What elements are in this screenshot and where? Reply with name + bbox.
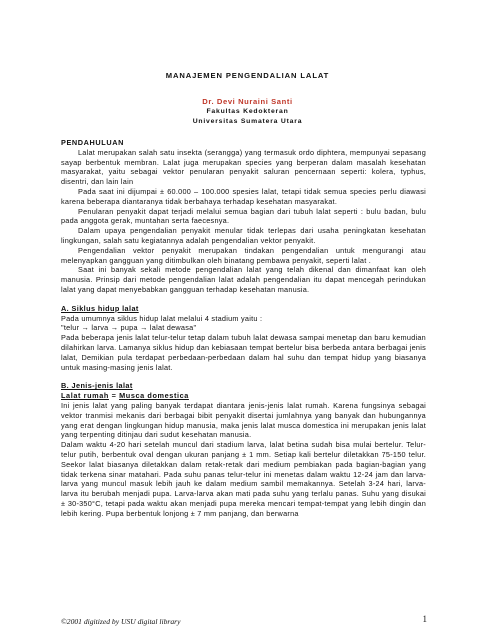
paragraph: Dalam upaya pengendalian penyakit menular tidak terlepas dari usaha peningkatan kesehatan lingkungan, salah satu kegiatannya adalah pengendalian vektor penyakit. [61, 226, 426, 245]
subheading-lalat-rumah-left: Lalat rumah [61, 391, 109, 401]
paragraph: Saat ini banyak sekali metode pengendalian lalat yang telah dikenal dan dimanfaat kan oleh manusia. Prinsip dari metode pengendalian lalat adalah pengendalian itu dapat mencegah perindukan lalat yang dapat menyebabkan gangguan terhadap kesehatan manusia. [61, 265, 426, 294]
heading-jenis-lalat: B. Jenis-jenis lalat [61, 381, 133, 391]
spacer [61, 295, 426, 304]
paragraph: Pada saat ini dijumpai ± 60.000 – 100.000 spesies lalat, tetapi tidak semua species perlu diawasi karena beberapa diantaranya tidak berbahaya terhadap kesehatan masyarakat. [61, 186, 426, 206]
document-title: MANAJEMEN PENGENDALIAN LALAT [165, 71, 330, 80]
heading-pendahuluan: PENDAHULUAN [61, 138, 124, 147]
subheading-lalat-rumah [61, 391, 426, 401]
page-number: 1 [422, 614, 427, 624]
lifecycle-formula: "telur → larva → pupa → lalat dewasa" [61, 323, 197, 333]
paragraph: Pada beberapa jenis lalat telur-telur tetap dalam tubuh lalat dewasa sampai menetap dan baru kemudian dilahirkan larva. Lamanya siklus hidup dan kebiasaan tempat bertelur bisa berbeda antara berbagai jenis lalat, Demikian pula terdapat perbedaan-perbedaan dalam hal suhu dan tempat hidup yang biasanya untuk masing-masing jenis lalat. [61, 333, 426, 372]
subheading-separator: = [108, 391, 120, 401]
author-name: Dr. Devi Nuraini Santi [202, 97, 293, 106]
spacer [61, 372, 426, 381]
paragraph: Pengendalian vektor penyakit merupakan tindakan pengendalian untuk mengurangi atau melenyapkan gangguan yang ditimbulkan oleh binatang pembawa penyakit, seperti lalat . [61, 245, 426, 265]
paragraph: Pada umumnya siklus hidup lalat melalui 4 stadium yaitu : [61, 313, 263, 323]
subheading-musca-domestica: Musca domestica [119, 391, 189, 401]
affiliation-university: Universitas Sumatera Utara [192, 118, 303, 125]
affiliation-faculty: Fakultas Kedokteran [206, 108, 289, 115]
paragraph: Penularan penyakit dapat terjadi melalui semua bagian dari tubuh lalat seperti : bulu badan, bulu pada anggota gerak, muntahan serta faecesnya. [61, 206, 426, 226]
footer-copyright: ©2001 digitized by USU digital library [61, 617, 181, 626]
paragraph: Lalat merupakan salah satu insekta (serangga) yang termasuk ordo diphtera, mempunyai sepasang sayap berbentuk membran. Lalat juga merupakan species yang berperan dalam masalah kesehatan masyarakat, yaitu sebagai vektor penularan penyakit saluran pencernaan seperti: kolera, typhus, disentri, dan lain lain [61, 147, 426, 187]
heading-siklus-hidup: A. Siklus hidup lalat [61, 303, 139, 313]
paragraph: Dalam waktu 4-20 hari setelah muncul dari stadium larva, lalat betina sudah bisa mulai bertelur. Telur-telur putih, berbentuk oval dengan ukuran panjang ± 1 mm. Setiap kali bertelur diletakkan 75-150 telur. Seekor lalat biasanya diletakkan dalam retak-retak dari medium pembiakan pada bagian-bagian yang tidak terkena sinar matahari. Pada suhu panas telur-telur ini menetas dalam waktu 12-24 jam dan larva-larva yang muncul masuk lebih jauh ke dalam medium sambil memakannya. Setelah 3-24 hari, larva-larva itu berubah menjadi pupa. Larva-larva akan mati pada suhu yang terlalu panas. Suhu yang disukai ± 30-350°C, tetapi pada waktu akan menjadi pupa mereka mencari tempat-tempat yang lebih dingin dan lebih kering. Pupa berbentuk lonjong ± 7 mm panjang, dan berwarna [61, 440, 426, 518]
document-body [61, 138, 426, 518]
paragraph: Ini jenis lalat yang paling banyak terdapat diantara jenis-jenis lalat rumah. Karena fungsinya sebagai vektor tranmisi mekanis dari berbagai bibit penyakit disertai jumlahnya yang banyak dan hubungannya yang erat dengan lingkungan hidup manusia, maka jenis lalat musca domestica ini merupakan jenis lalat yang terpenting ditinjau dari sudut kesehatan manusia. [61, 400, 426, 440]
